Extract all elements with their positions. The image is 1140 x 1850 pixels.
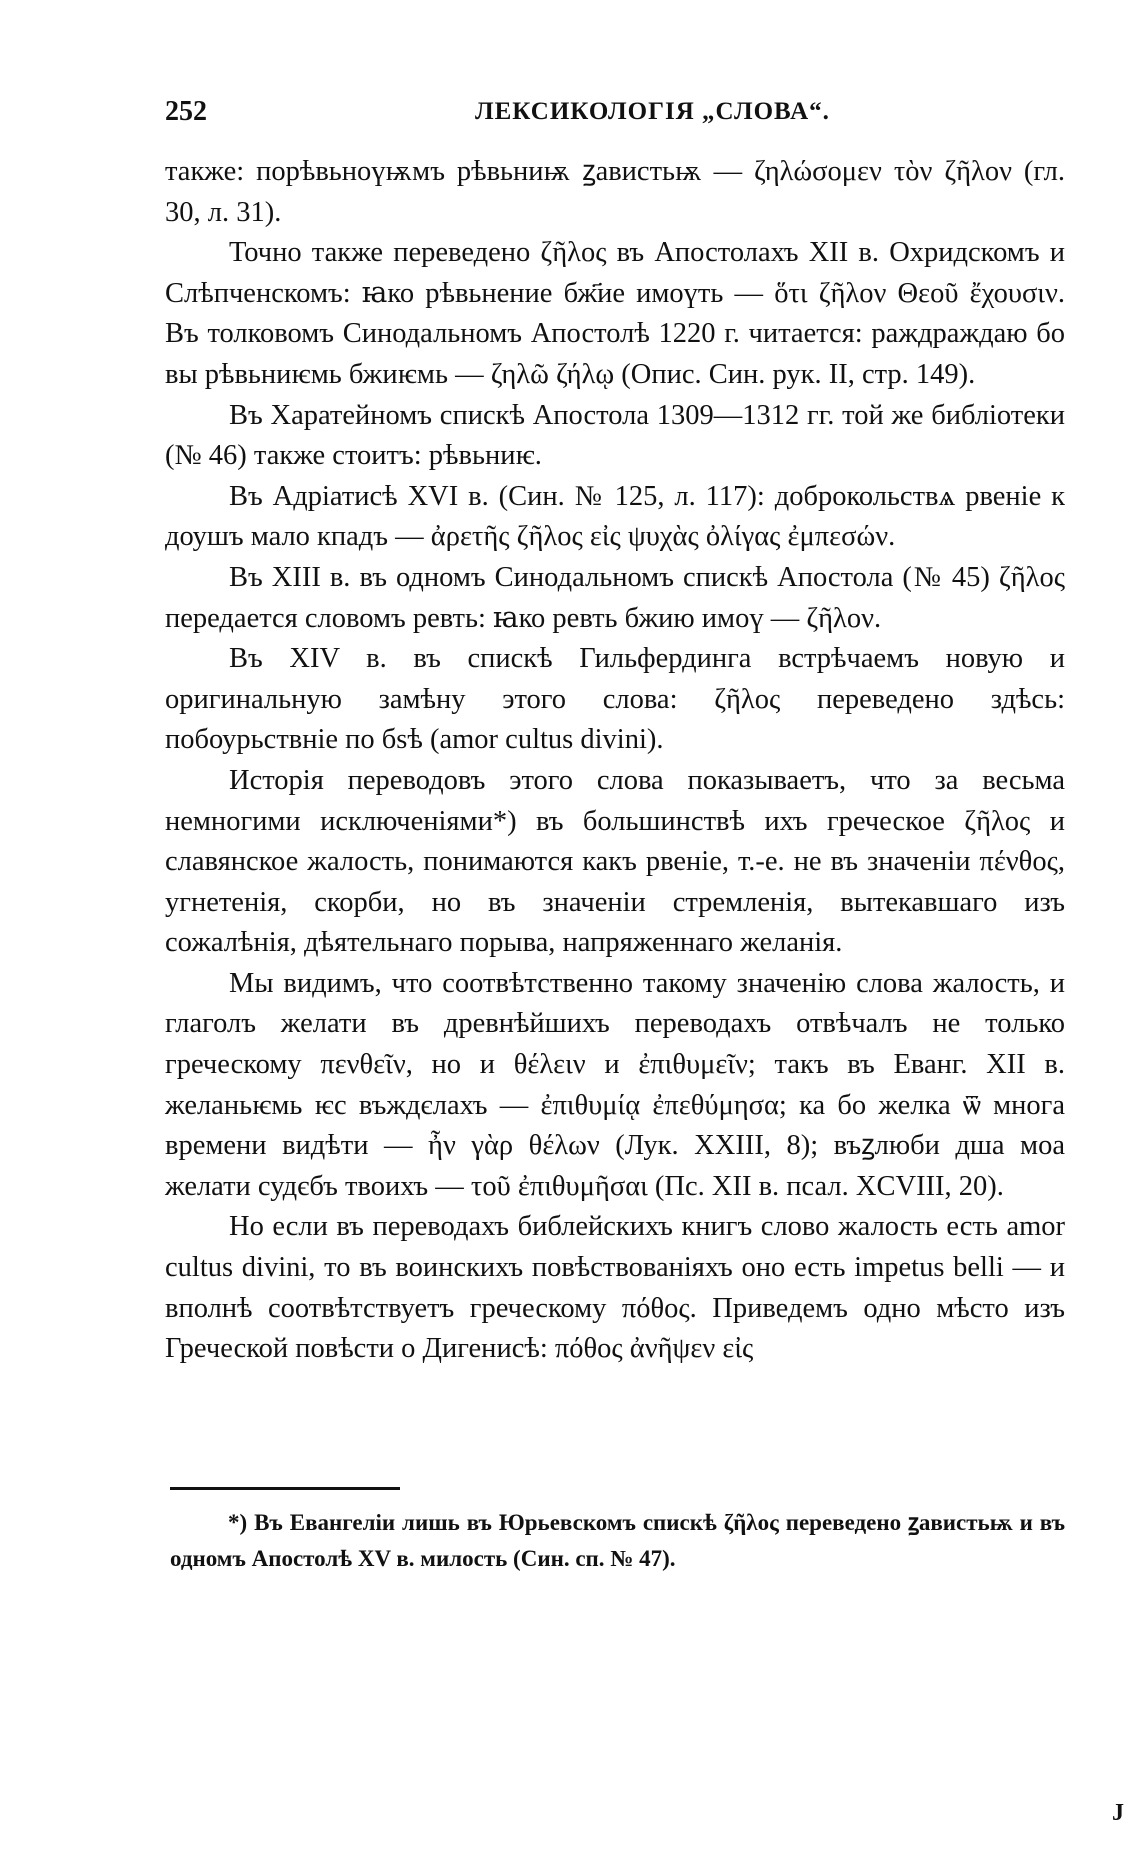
paragraph-6: Въ XIV в. въ спискѣ Гильфердинга встрѣчаемъ новую и оригинальную замѣну этого слова: ζῆλος переведено здѣсь: побоурьствніе по бѕѣ (amor cultus divini). [165, 643, 1065, 756]
body-text [165, 152, 1065, 1370]
paragraph-3: Въ Харатейномъ спискѣ Апостола 1309—1312 гг. той же библіотеки (№ 46) также стоитъ: рѣвьниѥ. [165, 399, 1065, 472]
paragraph-7: Исторія переводовъ этого слова показываетъ, что за весьма немногими исключеніями*) въ большинствѣ ихъ греческое ζῆλος и славянское жалость, понимаются какъ рвеніе, т.-е. не въ значеніи πένθος, угнетенія, скорби, но въ значеніи стремленія, вытекавшаго изъ сожалѣнія, дѣятельнаго порыва, напряженнаго желанія. [165, 764, 1065, 959]
running-title: ЛЕКСИКОЛОГІЯ „СЛОВА“. [475, 98, 830, 125]
footnote-text: *) Въ Евангеліи лишь въ Юрьевскомъ спискѣ ζῆλος переведено ꙁавистьѭ и въ одномъ Апостолѣ XV в. милость (Син. сп. № 47). [170, 1510, 1065, 1571]
paragraph-4: Въ Адріатисѣ XVI в. (Син. № 125, л. 117): доброкольствѧ рвеніе к доушъ мало кпадъ — ἀρετῆς ζῆλος εἰς ψυχὰς ὀλίγας ἐμπεσών. [165, 480, 1065, 553]
running-head [165, 96, 1065, 136]
paragraph-1: также: порѣвьноүѭмъ рѣвьниѭ ꙁавистьѭ — ζηλώσομεν τὸν ζῆλον (гл. 30, л. 31). [165, 156, 1065, 228]
paragraph-9: Но если въ переводахъ библейскихъ книгъ слово жалость есть amor cultus divini, то въ воинскихъ повѣствованіяхъ оно есть impetus belli — и вполнѣ соотвѣтствуетъ греческому πόθος. Приведемъ одно мѣсто изъ Греческой повѣсти о Дигенисѣ: πόθος ἀνῆψεν εἰς [165, 1211, 1065, 1365]
footnote-divider [170, 1487, 400, 1490]
corner-mark: J [1112, 1800, 1124, 1826]
footnote [170, 1505, 1065, 1577]
page-number: 252 [165, 96, 207, 127]
paragraph-8: Мы видимъ, что соотвѣтственно такому значенію слова жалость, и глаголъ желати въ древнѣйшихъ переводахъ отвѣчалъ не только греческому πενθεῖν, но и θέλειν и ἐπιθυμεῖν; такъ въ Еванг. XII в. желаньѥмь ѥс въждєлахъ — ἐπιθυμίᾳ ἐπεθύμησα; ка бо желка ѿ многа времени видѣти — ἦν γὰρ θέλων (Лук. XXIII, 8); въꙁлюби дша моа желати судєбъ твоихъ — τοῦ ἐπιθυμῆσαι (Пс. XII в. псал. XCVIII, 20). [165, 967, 1065, 1202]
paragraph-2: Точно также переведено ζῆλος въ Апостолахъ XII в. Охридскомъ и Слѣпченскомъ: ꙗко рѣвьнение бж҃ие имоүть — ὅτι ζῆλον Θεοῦ ἔχουσιν. Въ толковомъ Синодальномъ Апостолѣ 1220 г. читается: раждраждаю бо вы рѣвьниѥмь бжиѥмь — ζηλῶ ζήλῳ (Опис. Син. рук. II, стр. 149). [165, 237, 1065, 390]
paragraph-5: Въ XIII в. въ одномъ Синодальномъ спискѣ Апостола (№ 45) ζῆλος передается словомъ ревть: ꙗко ревть бжию имоү — ζῆλον. [165, 561, 1065, 634]
